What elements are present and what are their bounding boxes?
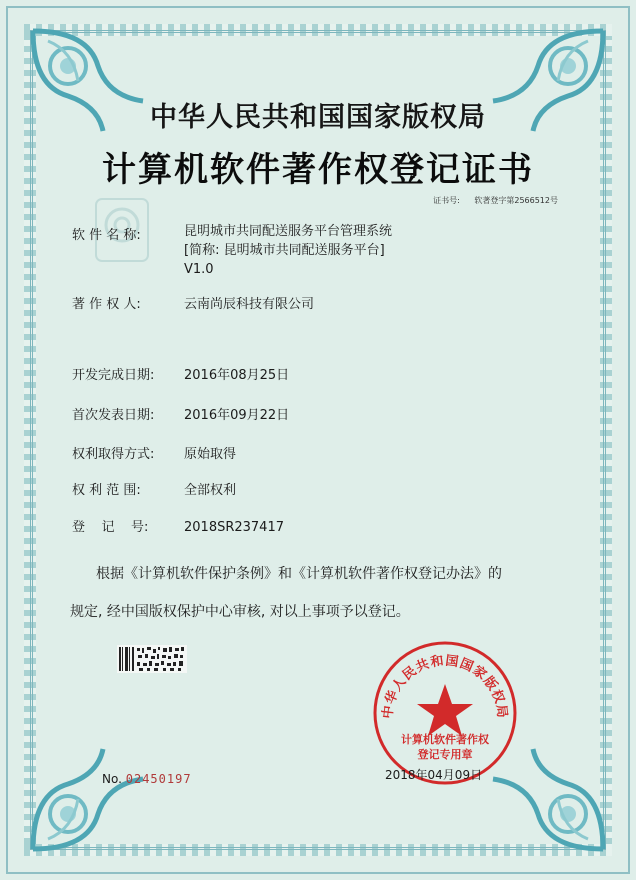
owner-row — [72, 293, 314, 312]
acquire-label: 权利取得方式: — [72, 447, 155, 462]
seal-text-line-1: 计算机软件著作权 — [401, 733, 489, 746]
certificate-title: 计算机软件著作权登记证书 — [102, 150, 534, 190]
scope-value: 全部权利 — [184, 483, 237, 498]
statement-line-2: 规定, 经中国版权保护中心审核, 对以上事项予以登记。 — [70, 604, 410, 620]
serial-number — [102, 772, 192, 786]
software-version-line: V1.0 — [184, 262, 214, 277]
certificate-number-value: 软著登字第2566512号 — [474, 196, 558, 205]
certificate-number-label: 证书号: — [433, 196, 460, 205]
seal-text-line-2: 登记专用章 — [417, 748, 473, 761]
software-name-line: 昆明城市共同配送服务平台管理系统 — [184, 224, 393, 239]
seal-arc-text: 中华人民共和国国家版权局 — [380, 653, 510, 720]
statement-line-1: 根据《计算机软件保护条例》和《计算机软件著作权登记办法》的 — [96, 566, 502, 582]
software-name-row — [72, 224, 184, 243]
certificate-number — [433, 195, 558, 206]
serial-value: 02450197 — [125, 772, 192, 786]
software-name-value — [184, 222, 392, 279]
issue-date: 2018年04月09日 — [385, 768, 483, 782]
dev-date-row — [72, 364, 289, 383]
pub-date-row — [72, 404, 289, 423]
dev-date-label: 开发完成日期: — [72, 368, 155, 383]
scope-label: 权 利 范 围: — [72, 483, 141, 498]
registration-value: 2018SR237417 — [184, 520, 284, 535]
registration-label: 登 记 号: — [72, 520, 149, 535]
issuing-authority: 中华人民共和国国家版权局 — [150, 102, 486, 133]
scope-row — [72, 479, 236, 498]
corner-ornament-icon — [28, 744, 148, 854]
pub-date-value: 2016年09月22日 — [184, 408, 290, 423]
dev-date-value: 2016年08月25日 — [184, 368, 290, 383]
owner-value: 云南尚辰科技有限公司 — [184, 297, 315, 312]
serial-label: No. — [102, 772, 122, 786]
software-short-name-line: [简称: 昆明城市共同配送服务平台] — [184, 243, 385, 258]
registration-row — [72, 516, 284, 535]
qr-barcode-icon — [117, 645, 187, 673]
software-name-label: 软 件 名 称: — [72, 228, 141, 243]
acquire-row — [72, 443, 236, 462]
acquire-value: 原始取得 — [184, 447, 237, 462]
pub-date-label: 首次发表日期: — [72, 408, 155, 423]
owner-label: 著 作 权 人: — [72, 297, 141, 312]
